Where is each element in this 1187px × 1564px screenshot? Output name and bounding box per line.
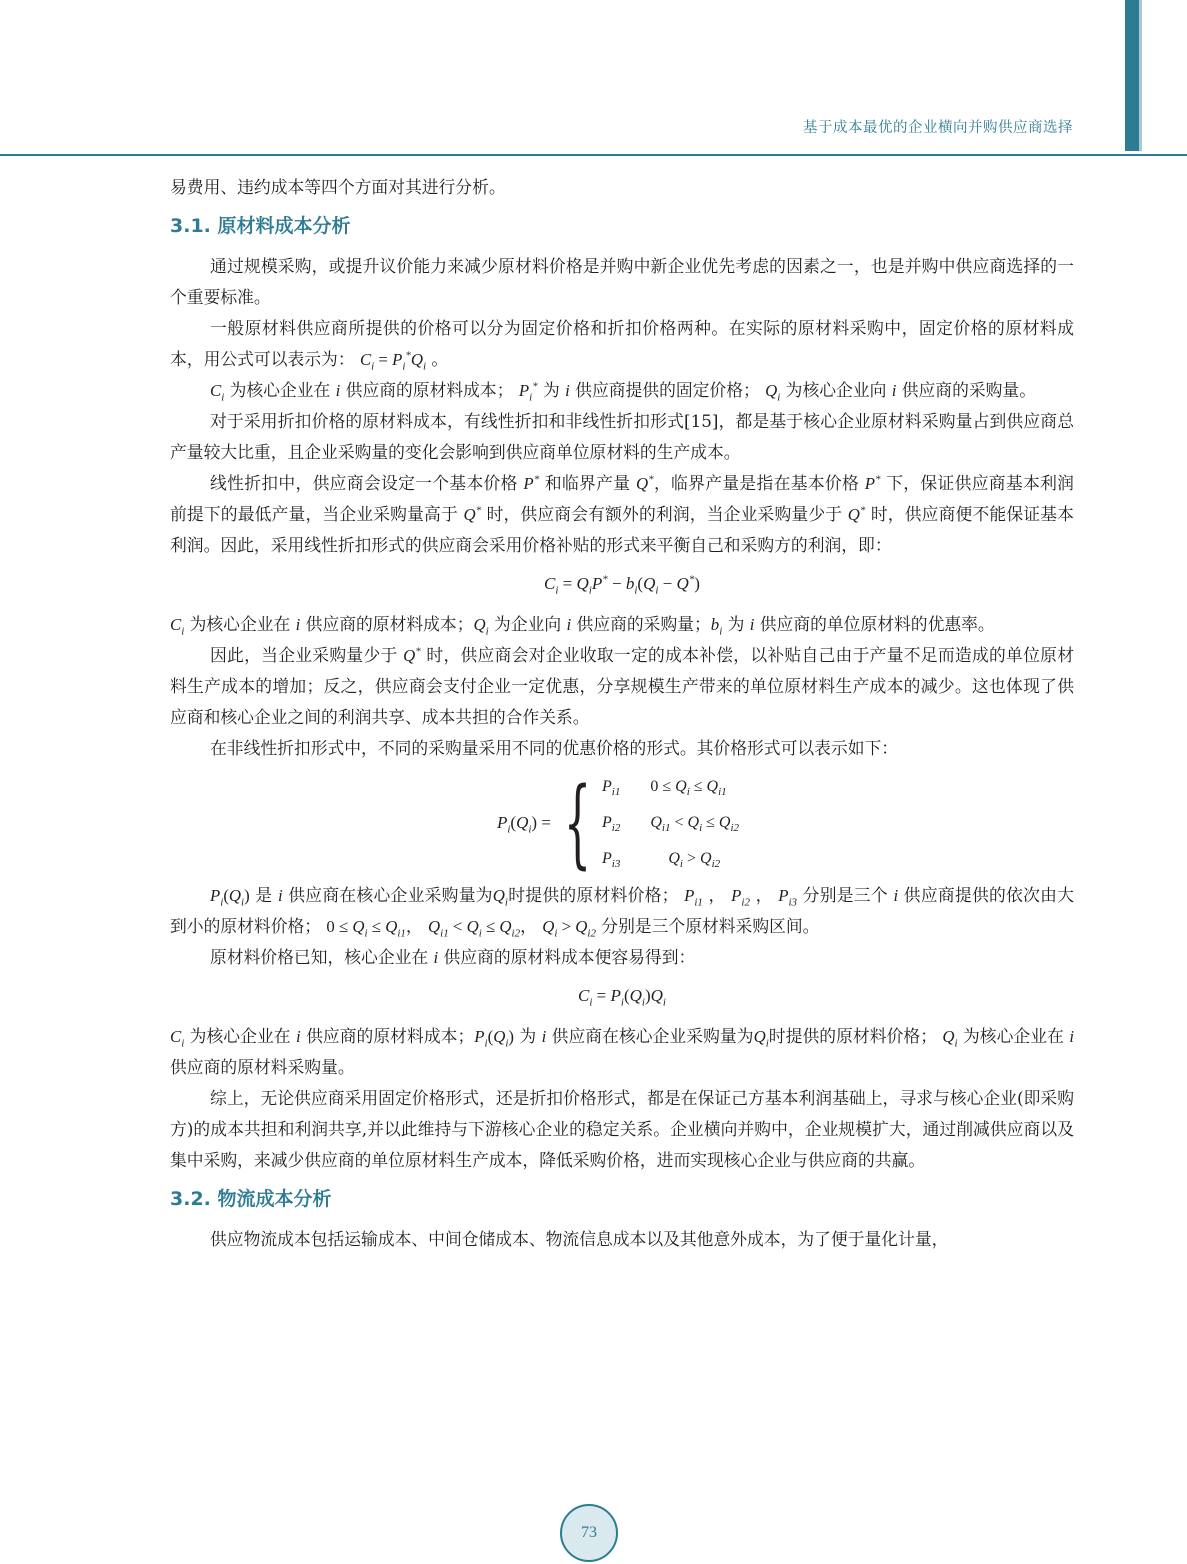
section-heading-3-1: 3.1. 原材料成本分析 [170,215,351,237]
header-rule [0,154,1187,156]
equation-piecewise-price: $P_i(Q_i)$ = { $P_{i1}$ $0 \le Q_i \le Q_{i1}$ $P_{i2}$ $Q_{i1} < Q_i \le Q_{i2}$ $P_{i3}$ $Q_i > Q_{i2}$ [496,767,740,879]
equation-linear-discount: $C_i = Q_iP^* - b_i(Q_i - Q^*)$ [544,573,700,597]
paragraph: 因此，当企业采购量少于 Q* 时，供应商会对企业收取一定的成本补偿，以补贴自己由于产量不足而造成的单位原材料生产成本的增加；反之，供应商会支付企业一定优惠，分享规模生产带来的单位原材料生产成本的减少。这也体现了供应商和核心企业之间的利润共享、成本共担的合作关系。 [170,645,1074,727]
header-side-tab [1125,0,1139,151]
paragraph: 一般原材料供应商所提供的价格可以分为固定价格和折扣价格两种。在实际的原材料采购中，固定价格的原材料成本，用公式可以表示为： $C_i = P_i^*Q_i$ 。 [170,318,1074,373]
paragraph: 在非线性折扣形式中，不同的采购量采用不同的优惠价格的形式。其价格形式可以表示如下： [210,738,899,758]
paragraph: 对于采用折扣价格的原材料成本，有线性折扣和非线性折扣形式[15]，都是基于核心企业原材料采购量占到供应商总产量较大比重，且企业采购量的变化会影响到供应商单位原材料的生产成本。 [170,411,1074,462]
paragraph: 通过规模采购，或提升议价能力来减少原材料价格是并购中新企业优先考虑的因素之一，也是并购中供应商选择的一个重要标准。 [170,256,1074,307]
equation-cost: $C_i = P_i(Q_i)Q_i$ [578,986,666,1009]
paragraph: 综上，无论供应商采用固定价格形式，还是折扣价格形式，都是在保证己方基本利润基础上，寻求与核心企业(即采购方)的成本共担和利润共享,并以此维持与下游核心企业的稳定关系。企业横向并购中，企业规模扩大，通过削减供应商以及集中采购，来减少供应商的单位原材料生产成本，降低采购价格，进而实现核心企业与供应商的共赢。 [170,1088,1074,1170]
paragraph: $C_i$ 为核心企业在 i 供应商的原材料成本；$P_i(Q_i)$ 为 i 供应商在核心企业采购量为$Q_i$时提供的原材料价格； $Q_i$ 为核心企业在 i 供应商的原材料采购量。 [170,1026,1074,1077]
page-number: 73 [560,1504,618,1562]
paragraph: 线性折扣中，供应商会设定一个基本价格 P* 和临界产量 Q*，临界产量是指在基本价格 P* 下，保证供应商基本利润前提下的最低产量，当企业采购量高于 Q* 时，供应商会有额外的利润，当企业采购量少于 Q* 时，供应商便不能保证基本利润。因此，采用线性折扣形式的供应商会采用价格补贴的形式来平衡自己和采购方的利润，即： [170,473,1074,555]
paragraph-intro: 易费用、违约成本等四个方面对其进行分析。 [170,177,506,197]
paragraph: 供应物流成本包括运输成本、中间仓储成本、物流信息成本以及其他意外成本，为了便于量化计量， [210,1229,949,1249]
inline-formula: $C_i = P_i^*Q_i$ [359,349,427,373]
page-body [170,172,1074,1255]
paragraph: $C_i$ 为核心企业在 i 供应商的原材料成本； $P_i^*$ 为 i 供应商提供的固定价格； $Q_i$ 为核心企业向 i 供应商的采购量。 [210,380,1036,404]
paragraph: $P_i(Q_i)$ 是 i 供应商在核心企业采购量为$Q_i$时提供的原材料价格； $P_{i1}$ ， $P_{i2}$ ， $P_{i3}$ 分别是三个 i 供应商提供的依次由大到小的原材料价格； $0 \le Q_i \le Q_{i1}$， $Q_{i1} < Q_i \le Q_{i2}$， $Q_i > Q_{i2}$ 分别是三个原材料采购区间。 [170,885,1074,940]
section-heading-3-2: 3.2. 物流成本分析 [170,1188,332,1210]
paragraph: 原材料价格已知，核心企业在 i 供应商的原材料成本便容易得到： [210,947,696,967]
paragraph: $C_i$ 为核心企业在 i 供应商的原材料成本；$Q_i$ 为企业向 i 供应商的采购量；$b_i$ 为 i 供应商的单位原材料的优惠率。 [170,614,995,638]
running-title: 基于成本最优的企业横向并购供应商选择 [803,120,1073,136]
